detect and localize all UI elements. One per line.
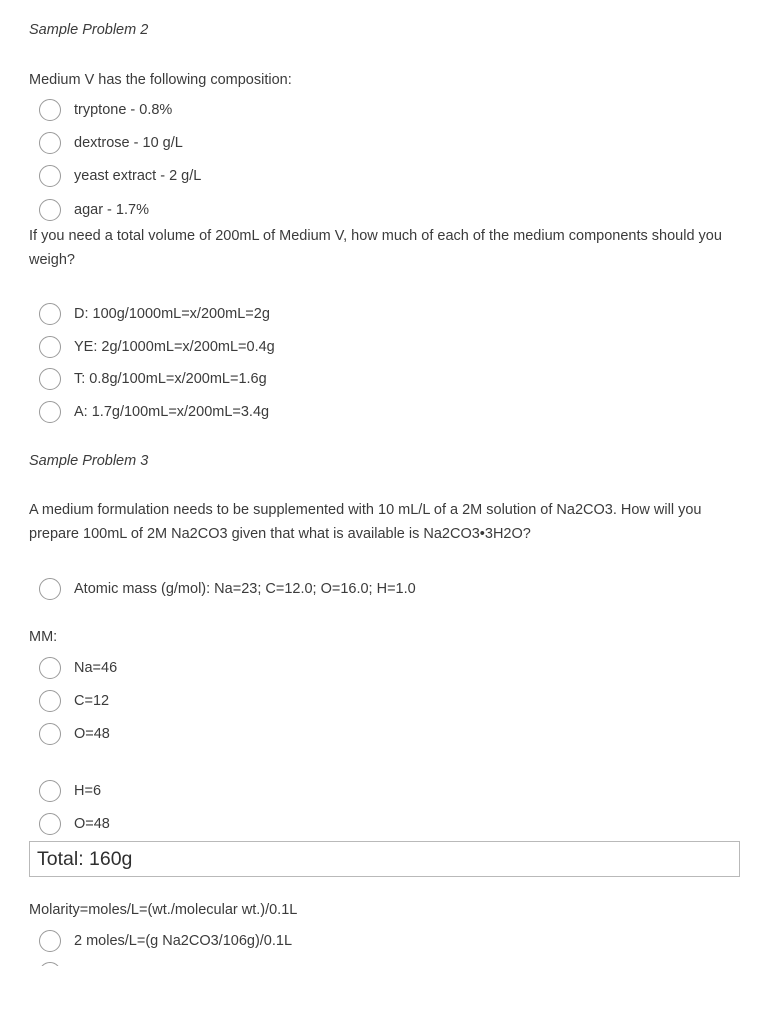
partial-radio-button[interactable] (39, 962, 61, 966)
composition-option-tryptone[interactable] (39, 98, 172, 122)
radio-button[interactable] (39, 657, 61, 679)
radio-button[interactable] (39, 930, 61, 952)
option-label: agar - 1.7% (74, 202, 149, 218)
option-label: T: 0.8g/100mL=x/200mL=1.6g (74, 371, 267, 387)
radio-button[interactable] (39, 690, 61, 712)
mm-option-o-2[interactable] (39, 812, 110, 836)
atomic-mass-option[interactable] (39, 577, 416, 601)
radio-button[interactable] (39, 780, 61, 802)
radio-button[interactable] (39, 199, 61, 221)
radio-button[interactable] (39, 578, 61, 600)
molarity-step-option[interactable] (39, 929, 292, 953)
problem-2-heading: Sample Problem 2 (29, 22, 149, 38)
mm-option-na[interactable] (39, 656, 117, 680)
option-label: O=48 (74, 816, 110, 832)
option-label: yeast extract - 2 g/L (74, 168, 202, 184)
radio-button[interactable] (39, 813, 61, 835)
answer-option-tryptone[interactable] (39, 367, 267, 391)
option-label: D: 100g/1000mL=x/200mL=2g (74, 306, 270, 322)
radio-button[interactable] (39, 368, 61, 390)
option-label: tryptone - 0.8% (74, 102, 173, 118)
option-label: C=12 (74, 693, 110, 709)
composition-option-agar[interactable] (39, 198, 149, 222)
option-label: dextrose - 10 g/L (74, 135, 183, 151)
radio-button[interactable] (39, 99, 61, 121)
problem-2-question: If you need a total volume of 200mL of Medium V, how much of each of the medium components should you weigh? (29, 228, 722, 268)
radio-button[interactable] (39, 723, 61, 745)
mm-option-o[interactable] (39, 722, 110, 746)
option-label: Na=46 (74, 660, 118, 676)
problem-3-question: A medium formulation needs to be supplemented with 10 mL/L of a 2M solution of Na2CO3. How will you prepare 100mL of 2M Na2CO3 given that what is available is Na2CO3•3H2O? (29, 502, 702, 542)
answer-option-yeast-extract[interactable] (39, 335, 275, 359)
problem-2-intro: Medium V has the following composition: (29, 72, 292, 88)
radio-button[interactable] (39, 303, 61, 325)
radio-button[interactable] (39, 962, 61, 966)
option-label: H=6 (74, 783, 102, 799)
option-label: 2 moles/L=(g Na2CO3/106g)/0.1L (74, 933, 293, 949)
option-label: Atomic mass (g/mol): Na=23; C=12.0; O=16.0; H=1.0 (74, 581, 416, 597)
option-label: YE: 2g/1000mL=x/200mL=0.4g (74, 339, 275, 355)
mm-label: MM: (29, 629, 58, 645)
answer-option-agar[interactable] (39, 400, 269, 424)
option-label: A: 1.7g/100mL=x/200mL=3.4g (74, 404, 270, 420)
total-input[interactable]: Total: 160g (29, 841, 740, 877)
problem-3-heading: Sample Problem 3 (29, 453, 149, 469)
answer-option-dextrose[interactable] (39, 302, 270, 326)
composition-option-dextrose[interactable] (39, 131, 183, 155)
radio-button[interactable] (39, 132, 61, 154)
composition-option-yeast-extract[interactable] (39, 164, 201, 188)
mm-option-c[interactable] (39, 689, 109, 713)
molarity-formula: Molarity=moles/L=(wt./molecular wt.)/0.1L (29, 902, 298, 918)
mm-option-h[interactable] (39, 779, 101, 803)
radio-button[interactable] (39, 165, 61, 187)
radio-button[interactable] (39, 401, 61, 423)
option-label: O=48 (74, 726, 110, 742)
radio-button[interactable] (39, 336, 61, 358)
